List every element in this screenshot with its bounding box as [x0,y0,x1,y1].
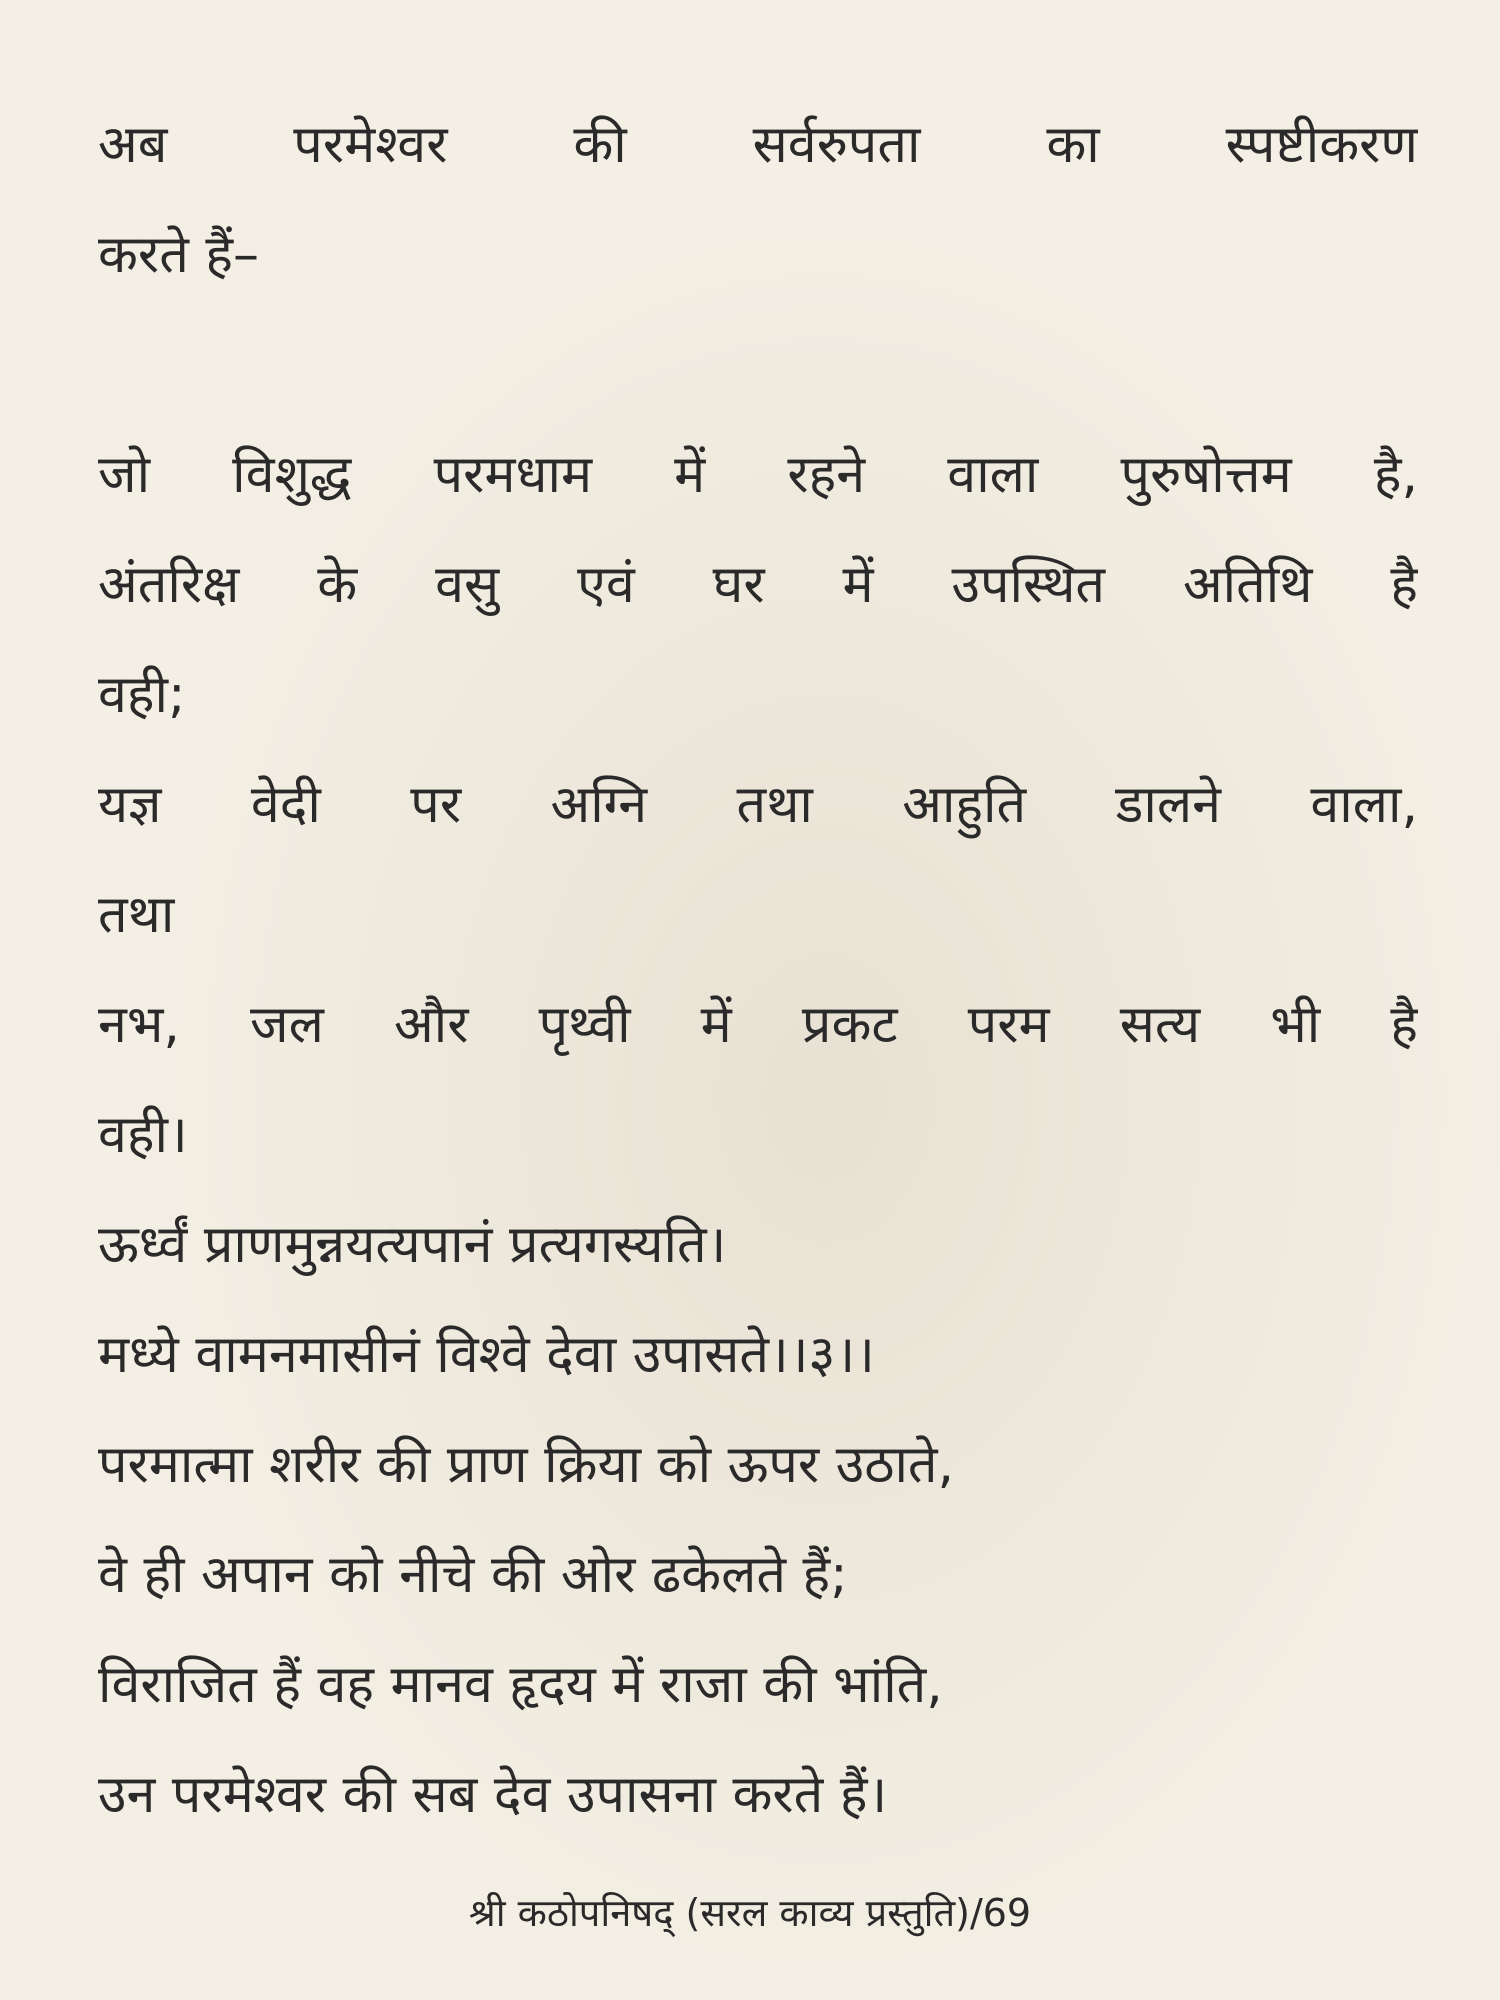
text-line: यज्ञ वेदी पर अग्नि तथा आहुति डालने वाला, [98,775,1418,835]
stanza-gap [98,310,1418,420]
page-text [98,90,1418,1850]
text-line: अंतरिक्ष के वसु एवं घर में उपस्थित अतिथि है [98,555,1418,615]
text-line: वे ही अपान को नीचे की ओर ढकेलते हैं; [98,1545,848,1605]
text-line: वही; [98,665,186,725]
text-line: वही। [98,1105,188,1165]
page-footer: श्री कठोपनिषद् (सरल काव्य प्रस्तुति)/69 [468,1891,1032,1935]
text-line: तथा [98,885,175,945]
text-line: करते हैं– [98,225,259,285]
text-line: विराजित हैं वह मानव हृदय में राजा की भांति, [98,1655,943,1715]
text-line: नभ, जल और पृथ्वी में प्रकट परम सत्य भी है [98,995,1418,1055]
text-line: उन परमेश्वर की सब देव उपासना करते हैं। [98,1765,888,1825]
sanskrit-verse-line: मध्ये वामनमासीनं विश्वे देवा उपासते।।३।। [98,1325,875,1385]
text-line: परमात्मा शरीर की प्राण क्रिया को ऊपर उठाते, [98,1435,955,1495]
text-line: अब परमेश्वर की सर्वरुपता का स्पष्टीकरण [98,115,1418,175]
sanskrit-verse-line: ऊर्ध्वं प्राणमुन्नयत्यपानं प्रत्यगस्यति। [98,1215,727,1275]
text-line: जो विशुद्ध परमधाम में रहने वाला पुरुषोत्तम है, [98,445,1418,505]
